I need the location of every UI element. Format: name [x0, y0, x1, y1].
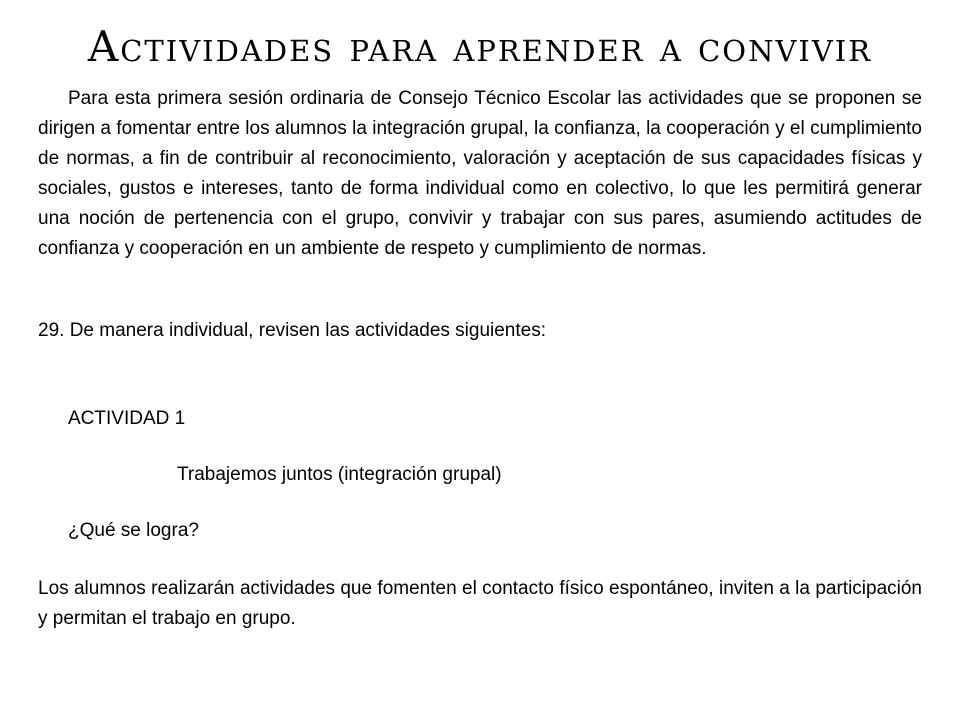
activity-answer: Los alumnos realizarán actividades que fomenten el contacto físico espontáneo, inviten a la participación y permitan el trabajo en grupo.: [38, 578, 922, 629]
page-title: Actividades para aprender a convivir: [87, 22, 873, 71]
activity-name: Trabajemos juntos (integración grupal): [177, 464, 502, 485]
activity-question: ¿Qué se logra?: [68, 520, 199, 541]
instruction-text: 29. De manera individual, revisen las actividades siguientes:: [38, 320, 546, 341]
intro-paragraph: Para esta primera sesión ordinaria de Consejo Técnico Escolar las actividades que se proponen se dirigen a fomentar entre los alumnos la integración grupal, la confianza, la cooperación y el cumplimiento de normas, a fin de contribuir al reconocimiento, valoración y aceptación de sus capacidades físicas y sociales, gustos e intereses, tanto de forma individual como en colectivo, lo que les permitirá generar una noción de pertenencia con el grupo, convivir y trabajar con sus pares, asumiendo actitudes de confianza y cooperación en un ambiente de respeto y cumplimiento de normas.: [38, 88, 922, 259]
activity-label: ACTIVIDAD 1: [68, 408, 186, 429]
